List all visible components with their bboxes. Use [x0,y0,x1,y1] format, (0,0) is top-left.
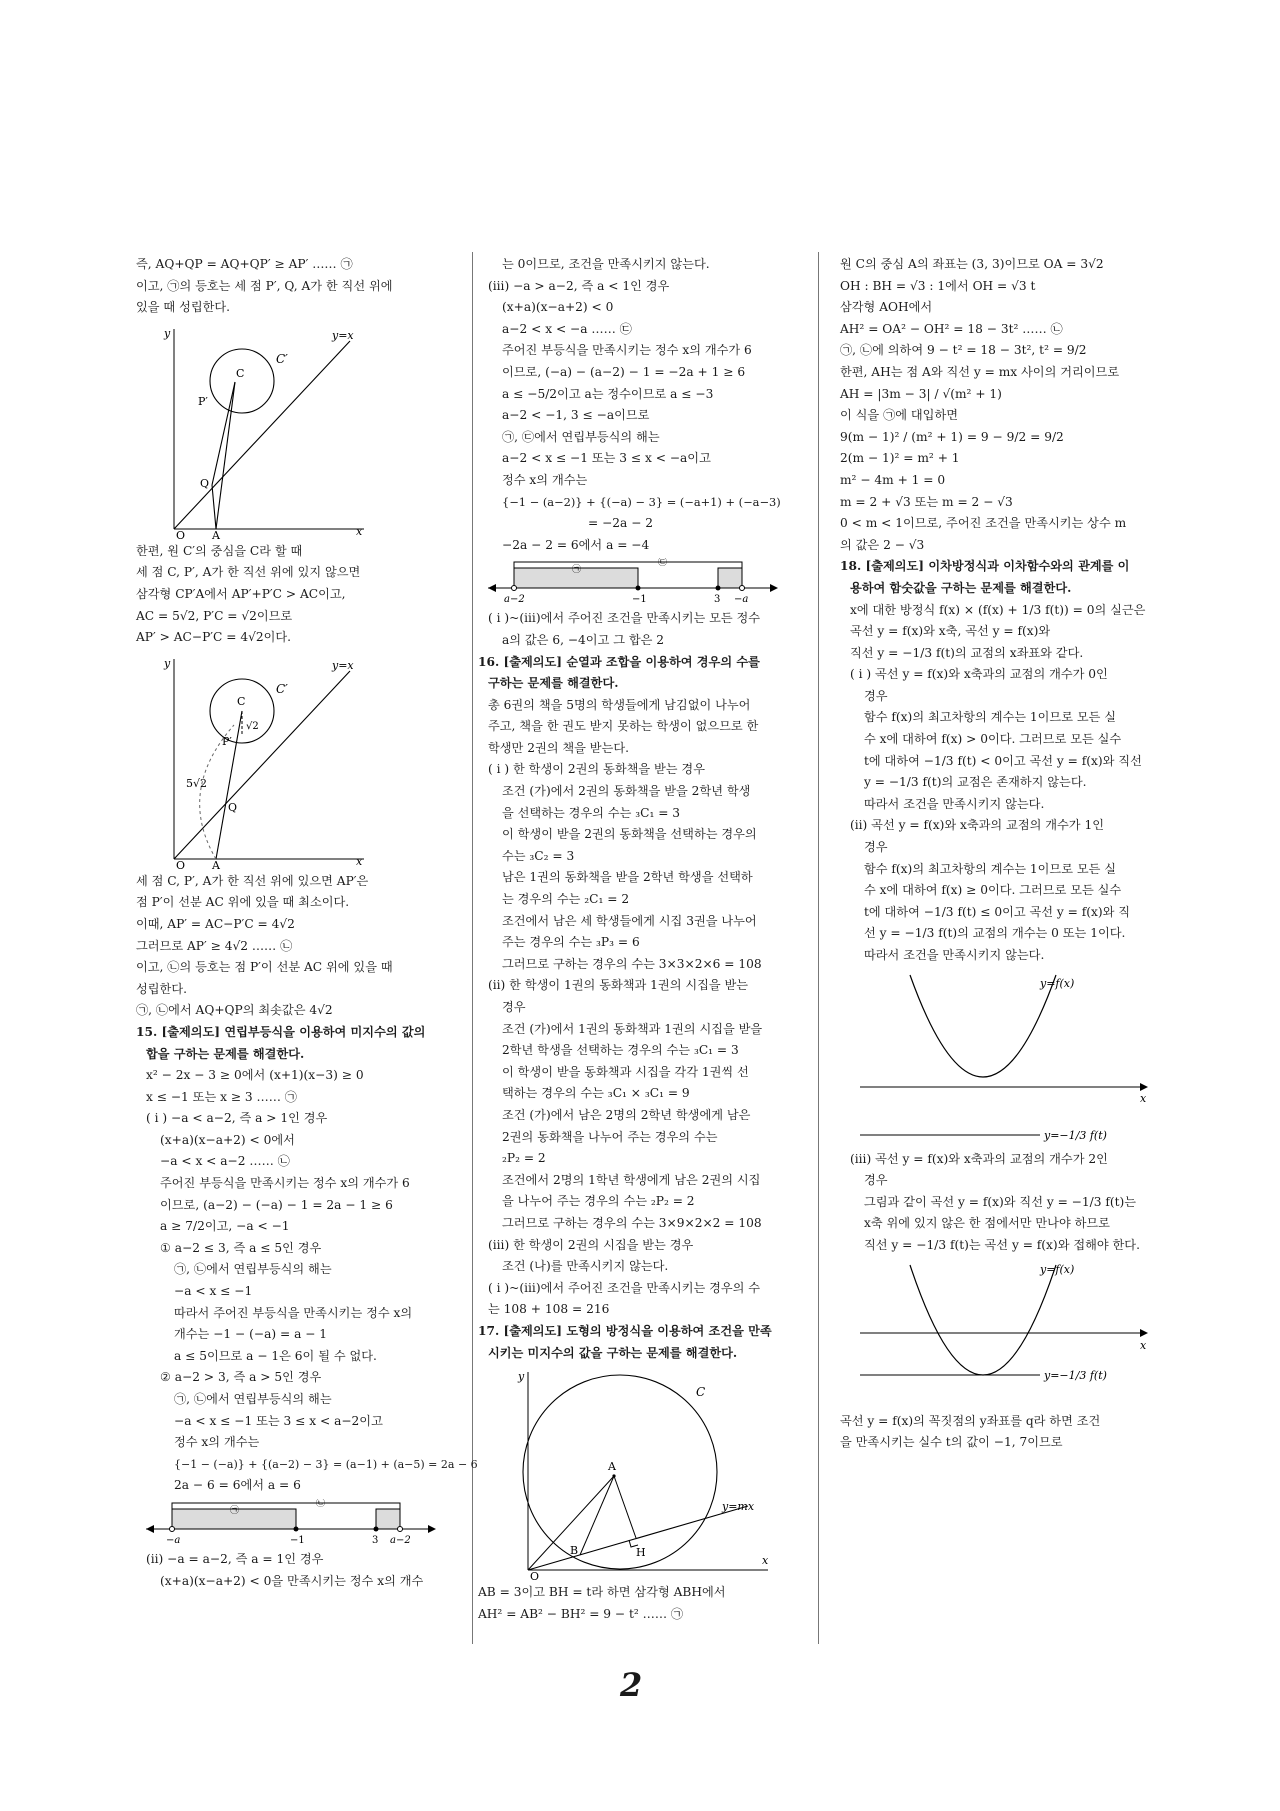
text-line: 곡선 y = f(x)와 x축, 곡선 y = f(x)와 [850,624,1051,639]
figure-circle-tangent-1 [136,321,366,539]
text-line: 정수 x의 개수는 [174,1435,260,1450]
text-line: −a < x ≤ −1 또는 3 ≤ x < a−2이고 [174,1413,383,1428]
text-line: OH : BH = √3 : 1에서 OH = √3 t [840,278,1036,293]
text-line: (iii) −a > a−2, 즉 a < 1인 경우 [488,278,670,293]
point-label: A [608,1460,616,1474]
inequality-label: ㉡ [316,1498,326,1509]
text-line: 을 나누어 주는 경우의 수는 ₂P₂ = 2 [502,1194,695,1209]
text-line: ( i ) 곡선 y = f(x)와 x축과의 교점의 개수가 0인 [850,667,1108,682]
text-line: 함수 f(x)의 최고차항의 계수는 1이므로 모든 실 [864,710,1117,725]
text-line: 이 학생이 받을 2권의 동화책을 선택하는 경우의 [502,827,757,842]
x-axis-label: x [1140,1338,1147,1352]
text-line: t에 대하여 −1/3 f(t) ≤ 0이고 곡선 y = f(x)와 직 [864,904,1131,919]
text-line: 한편, 원 C′의 중심을 C라 할 때 [136,543,303,558]
text-line: 남은 1권의 동화책을 받을 2학년 학생을 선택하 [502,870,753,885]
text-line: 조건에서 2명의 1학년 학생에게 남은 2권의 시집 [502,1172,761,1187]
text-line: {−1 − (−a)} + {(a−2) − 3} = (a−1) + (a−5) = 2a − 6 [174,1457,478,1471]
question-16-heading: 16. [출제의도] 순열과 조합을 이용하여 경우의 수를 [478,654,760,669]
text-line: 이 학생이 받을 동화책과 시집을 각각 1권씩 선 [502,1064,749,1079]
text-line: 있을 때 성립한다. [136,300,231,315]
text-line: t에 대하여 −1/3 f(t) < 0이고 곡선 y = f(x)와 직선 [864,753,1142,768]
text-line: 시키는 미지수의 값을 구하는 문제를 해결한다. [488,1345,738,1360]
question-15-heading: 15. [출제의도] 연립부등식을 이용하여 미지수의 값의 [136,1024,426,1039]
curve-label: y=f(x) [1040,1262,1075,1276]
point-label: P′ [222,734,232,748]
text-line: ② a−2 > 3, 즉 a > 5인 경우 [160,1370,322,1385]
line-label: y=mx [722,1500,755,1514]
point-label: Q [228,800,238,814]
inequality-label: ㉠ [230,1505,240,1516]
text-line: 주고, 책을 한 권도 받지 못하는 학생이 없으므로 한 [488,719,759,734]
number-line-tick: a−2 [504,594,525,606]
text-line: ( i ) −a < a−2, 즉 a > 1인 경우 [146,1111,328,1126]
y-axis-label: y [164,656,171,670]
text-line: 이 식을 ㉠에 대입하면 [840,408,958,423]
text-line: 정수 x의 개수는 [502,472,588,487]
figure-circle-tangent-2 [136,651,366,869]
inequality-label: ㉠ [572,565,582,576]
number-line-tick: −a [166,1534,181,1546]
text-line: 택하는 경우의 수는 ₃C₁ × ₃C₁ = 9 [502,1086,690,1101]
text-line: m² − 4m + 1 = 0 [840,472,946,487]
text-line: 의 값은 2 − √3 [840,537,925,552]
segment-label: 5√2 [186,776,208,790]
text-line: ( i )~(iii)에서 주어진 조건을 만족시키는 모든 정수 [488,611,761,626]
text-line: 주는 경우의 수는 ₃P₃ = 6 [502,935,640,950]
point-label: B [570,1544,579,1558]
text-line: −a < x < a−2 …… ㉡ [160,1154,290,1169]
text-line: 그림과 같이 곡선 y = f(x)와 직선 y = −1/3 f(t)는 [864,1194,1137,1209]
text-line: 경우 [864,840,888,855]
number-line-tick: 3 [372,1534,379,1546]
figure-parabola-2 [840,1259,1160,1409]
text-line: ₂P₂ = 2 [502,1151,546,1166]
text-line: 즉, AQ+QP = AQ+QP′ ≥ AP′ …… ㉠ [136,257,353,271]
number-line-tick: 3 [714,594,721,606]
text-line: AB = 3이고 BH = t라 하면 삼각형 ABH에서 [478,1585,726,1600]
line-label: y=−1/3 f(t) [1044,1128,1107,1142]
circle-label: C [696,1385,706,1400]
text-line: ㉠, ㉡에 의하여 9 − t² = 18 − 3t², t² = 9/2 [840,343,1087,358]
text-line: 조건 (가)에서 2권의 동화책을 받을 2학년 학생 [502,784,751,799]
text-line: 총 6권의 책을 5명의 학생들에게 남김없이 나누어 [488,697,751,712]
text-line: 2권의 동화책을 나누어 주는 경우의 수는 [502,1129,718,1144]
text-line: (ii) 곡선 y = f(x)와 x축과의 교점의 개수가 1인 [850,818,1104,833]
column-divider-2 [818,252,819,1644]
text-line: 세 점 C, P′, A가 한 직선 위에 있지 않으면 [136,565,361,580]
text-line: (x+a)(x−a+2) < 0을 만족시키는 정수 x의 개수 [160,1573,424,1588]
number-line-tick: a−2 [390,1534,411,1546]
column-2 [478,254,808,1625]
text-line: x² − 2x − 3 ≥ 0에서 (x+1)(x−3) ≥ 0 [146,1068,364,1083]
page-number: 2 [620,1666,643,1704]
text-line: 9(m − 1)² / (m² + 1) = 9 − 9/2 = 9/2 [840,429,1064,444]
text-line: 성립한다. [136,981,187,996]
text-line: 주어진 부등식을 만족시키는 정수 x의 개수가 6 [160,1176,410,1191]
text-line: 조건에서 남은 세 학생들에게 시집 3권을 나누어 [502,913,757,928]
line-label: y=x [332,328,354,342]
text-line: AC = 5√2, P′C = √2이므로 [136,608,293,623]
line-label: y=−1/3 f(t) [1044,1368,1107,1382]
text-line: 이므로, (−a) − (a−2) − 1 = −2a + 1 ≥ 6 [502,364,746,379]
x-axis-label: x [356,524,363,538]
text-line: 이고, ㉡의 등호는 점 P′이 선분 AC 위에 있을 때 [136,960,393,975]
text-line: AP′ > AC−P′C = 4√2이다. [136,630,292,645]
text-line: (ii) −a = a−2, 즉 a = 1인 경우 [146,1551,324,1566]
text-line: 는 0이므로, 조건을 만족시키지 않는다. [502,257,710,271]
column-3 [840,254,1170,1454]
text-line: 삼각형 CP′A에서 AP′+P′C > AC이고, [136,586,346,601]
text-line: 이때, AP′ = AC−P′C = 4√2 [136,916,295,931]
text-line: x에 대한 방정식 f(x) × (f(x) + 1/3 f(t)) = 0의 실근은 [850,602,1146,617]
point-label: Q [200,476,210,490]
text-line: 직선 y = −1/3 f(t)의 교점의 x좌표와 같다. [850,645,1084,660]
circle-label: C′ [276,351,288,366]
text-line: 직선 y = −1/3 f(t)는 곡선 y = f(x)와 접해야 한다. [864,1237,1140,1252]
text-line: 구하는 문제를 해결한다. [488,676,619,691]
text-line: 함수 f(x)의 최고차항의 계수는 1이므로 모든 실 [864,861,1117,876]
number-line-tick: −1 [290,1534,305,1546]
text-line: 주어진 부등식을 만족시키는 정수 x의 개수가 6 [502,343,752,358]
text-line: 원 C의 중심 A의 좌표는 (3, 3)이므로 OA = 3√2 [840,257,1104,271]
text-line: (x+a)(x−a+2) < 0에서 [160,1132,295,1147]
text-line: (iii) 곡선 y = f(x)와 x축과의 교점의 개수가 2인 [850,1151,1108,1166]
text-line: ( i ) 한 학생이 2권의 동화책을 받는 경우 [488,762,705,777]
line-label: y=x [332,658,354,672]
text-line: a ≤ −5/2이고 a는 정수이므로 a ≤ −3 [502,386,714,401]
text-line: 세 점 C, P′, A가 한 직선 위에 있으면 AP′은 [136,873,369,888]
text-line: 수 x에 대하여 f(x) > 0이다. 그러므로 모든 실수 [864,732,1122,747]
point-label: O [530,1570,540,1581]
question-17-heading: 17. [출제의도] 도형의 방정식을 이용하여 조건을 만족 [478,1323,772,1338]
text-line: AH = |3m − 3| / √(m² + 1) [840,386,1002,401]
text-line: m = 2 + √3 또는 m = 2 − √3 [840,494,1013,509]
text-line: 는 경우의 수는 ₂C₁ = 2 [502,892,630,907]
text-line: a ≥ 7/2이고, −a < −1 [160,1219,290,1234]
text-line: ㉠, ㉡에서 AQ+QP의 최솟값은 4√2 [136,1003,333,1018]
text-line: 이고, ㉠의 등호는 세 점 P′, Q, A가 한 직선 위에 [136,278,393,293]
text-line: a−2 < x ≤ −1 또는 3 ≤ x < −a이고 [502,451,711,466]
text-line: 그러므로 구하는 경우의 수는 3×3×2×6 = 108 [502,956,762,971]
text-line: 을 만족시키는 실수 t의 값이 −1, 7이므로 [840,1435,1063,1450]
x-axis-label: x [356,854,363,868]
text-line: 개수는 −1 − (−a) = a − 1 [174,1327,328,1342]
point-label: A [212,528,220,539]
y-axis-label: y [518,1370,525,1384]
text-line: AH² = AB² − BH² = 9 − t² …… ㉠ [478,1606,684,1621]
text-line: ① a−2 ≤ 3, 즉 a ≤ 5인 경우 [160,1240,322,1255]
text-line: 2학년 학생을 선택하는 경우의 수는 ₃C₁ = 3 [502,1043,739,1058]
text-line: ㉠, ㉢에서 연립부등식의 해는 [502,429,660,444]
text-line: 따라서 조건을 만족시키지 않는다. [864,796,1045,811]
text-line: 수는 ₃C₂ = 3 [502,848,575,863]
question-18-heading: 18. [출제의도] 이차방정식과 이차함수와의 관계를 이 [840,559,1130,574]
text-line: 이므로, (a−2) − (−a) − 1 = 2a − 1 ≥ 6 [160,1197,393,1212]
text-line: 그러므로 AP′ ≥ 4√2 …… ㉡ [136,938,293,953]
text-line: (x+a)(x−a+2) < 0 [502,300,614,315]
text-line: a ≤ 5이므로 a − 1은 6이 될 수 없다. [174,1348,377,1363]
text-line: AH² = OA² − OH² = 18 − 3t² …… ㉡ [840,321,1063,336]
text-line: −2a − 2 = 6에서 a = −4 [502,537,650,552]
text-line: a−2 < x < −a …… ㉢ [502,321,632,336]
text-line: {−1 − (a−2)} + {(−a) − 3} = (−a+1) + (−a−3) [502,494,781,509]
text-line: = −2a − 2 [588,516,654,531]
point-label: P′ [198,394,208,408]
curve-label: y=f(x) [1040,976,1075,990]
text-line: 한편, AH는 점 A와 직선 y = mx 사이의 거리이므로 [840,364,1120,379]
point-label: C [236,366,245,380]
text-line: 수 x에 대하여 f(x) ≥ 0이다. 그러므로 모든 실수 [864,883,1122,898]
text-line: 조건 (가)에서 남은 2명의 2학년 학생에게 남은 [502,1107,751,1122]
text-line: 경우 [502,1000,526,1014]
figure-parabola-1 [840,969,1160,1147]
number-line-1 [136,1499,436,1547]
text-line: ( i )~(iii)에서 주어진 조건을 만족시키는 경우의 수 [488,1280,761,1295]
text-line: a의 값은 6, −4이고 그 합은 2 [502,632,665,647]
point-label: C [237,694,246,708]
text-line: 2a − 6 = 6에서 a = 6 [174,1478,301,1493]
text-line: 삼각형 AOH에서 [840,300,933,315]
number-line-2 [478,558,778,606]
text-line: −a < x ≤ −1 [174,1284,253,1299]
text-line: 점 P′이 선분 AC 위에 있을 때 최소이다. [136,895,350,910]
text-line: y = −1/3 f(t)의 교점은 존재하지 않는다. [864,775,1087,790]
figure-circle-line [478,1366,778,1580]
text-line: x축 위에 있지 않은 한 점에서만 만나야 하므로 [864,1216,1110,1231]
radius-label: √2 [246,720,259,732]
text-line: 조건 (나)를 만족시키지 않는다. [502,1259,669,1274]
text-line: 따라서 조건을 만족시키지 않는다. [864,948,1045,962]
text-line: 용하여 함숫값을 구하는 문제를 해결한다. [850,580,1072,595]
text-line: a−2 < −1, 3 ≤ −a이므로 [502,408,650,423]
text-line: 2(m − 1)² = m² + 1 [840,451,960,466]
text-line: 그러므로 구하는 경우의 수는 3×9×2×2 = 108 [502,1215,762,1230]
text-line: 을 선택하는 경우의 수는 ₃C₁ = 3 [502,805,681,820]
text-line: 조건 (가)에서 1권의 동화책과 1권의 시집을 받을 [502,1021,763,1036]
text-line: (iii) 한 학생이 2권의 시집을 받는 경우 [488,1237,694,1252]
x-axis-label: x [1140,1091,1147,1105]
text-line: 0 < m < 1이므로, 주어진 조건을 만족시키는 상수 m [840,516,1127,531]
text-line: 따라서 주어진 부등식을 만족시키는 정수 x의 [174,1305,413,1320]
number-line-tick: −1 [632,594,647,606]
text-line: 는 108 + 108 = 216 [488,1302,610,1317]
text-line: 경우 [864,1173,888,1188]
y-axis-label: y [164,326,171,340]
circle-label: C′ [276,681,288,696]
inequality-label: ㉢ [658,558,668,569]
text-line: 합을 구하는 문제를 해결한다. [146,1046,305,1061]
number-line-tick: −a [734,594,749,606]
column-1 [136,254,478,1592]
text-line: 경우 [864,688,888,703]
point-label: A [212,858,220,869]
point-label: O [176,858,186,869]
text-line: 학생만 2권의 책을 받는다. [488,740,629,755]
point-label: O [176,528,186,539]
text-line: (ii) 한 학생이 1권의 동화책과 1권의 시집을 받는 [488,978,749,993]
point-label: H [636,1546,646,1560]
text-line: ㉠, ㉡에서 연립부등식의 해는 [174,1262,332,1277]
column-divider-1 [472,252,473,1644]
text-line: x ≤ −1 또는 x ≥ 3 …… ㉠ [146,1089,297,1104]
x-axis-label: x [762,1554,769,1568]
text-line: ㉠, ㉡에서 연립부등식의 해는 [174,1392,332,1406]
text-line: 곡선 y = f(x)의 꼭짓점의 y좌표를 q라 하면 조건 [840,1413,1101,1428]
text-line: 선 y = −1/3 f(t)의 교점의 개수는 0 또는 1이다. [864,926,1126,941]
